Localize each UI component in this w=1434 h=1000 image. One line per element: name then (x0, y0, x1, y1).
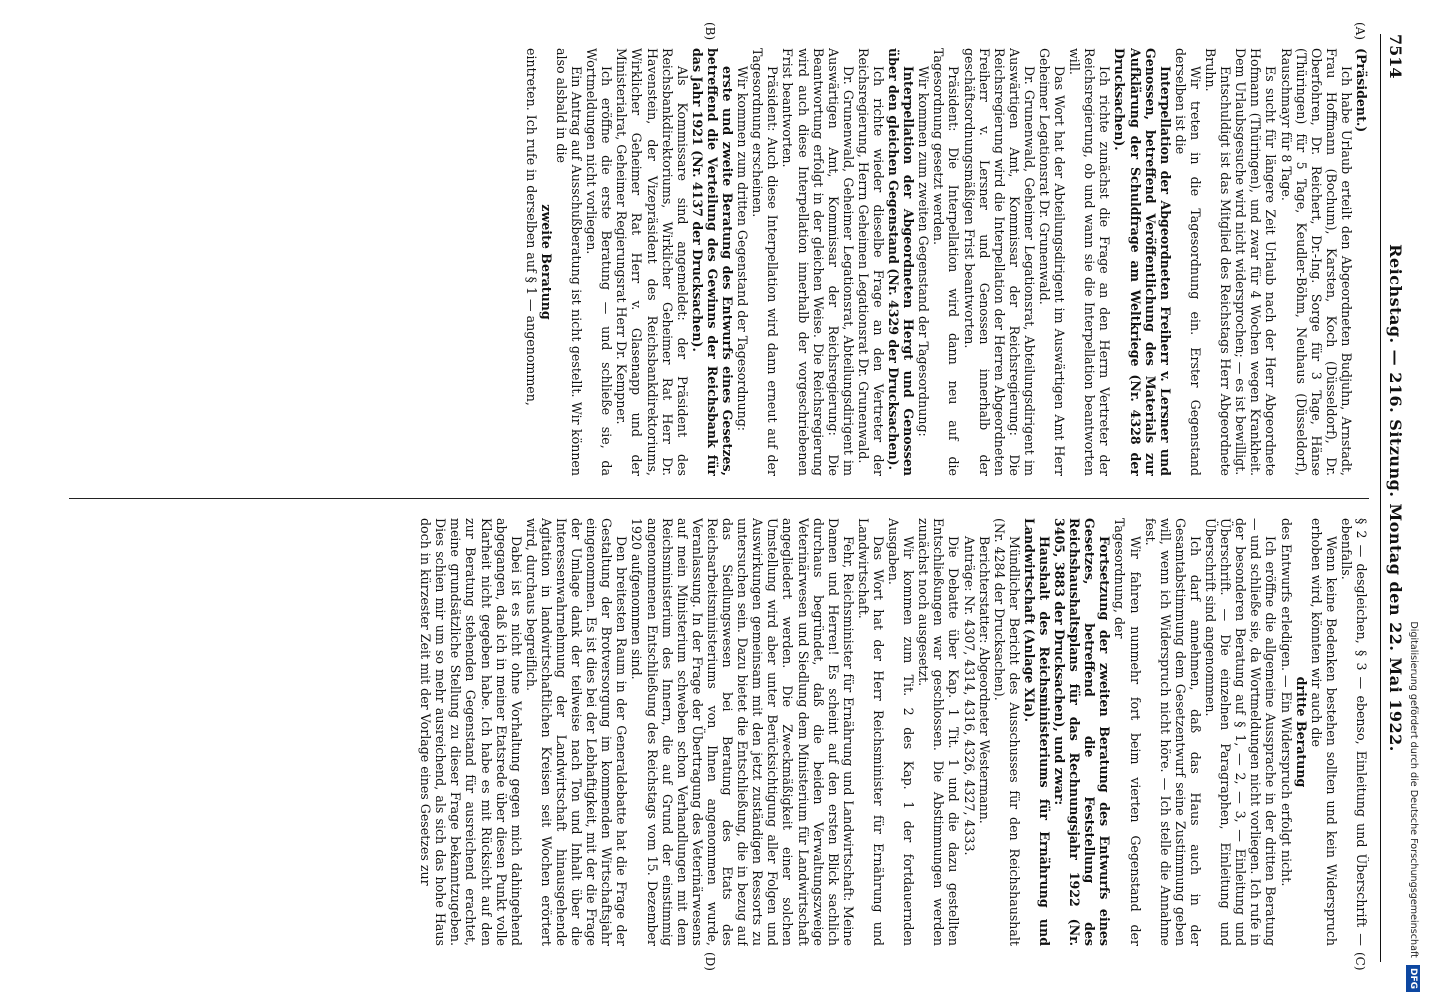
paragraph: Wenn keine Bedenken bestehen sollten und kein Widerspruch erhoben wird, könnten wir auch die (1308, 518, 1339, 946)
page-number: 7514 (1386, 34, 1405, 79)
paragraph: Ich richte wieder dieselbe Frage an den Vertreter der Reichsregierung, Herrn Geheimen Legationsrat Dr. Grunenwald. (855, 48, 886, 476)
paragraph: des Entwurfs erledigen. — Ein Widerspruch erfolgt nicht. (1278, 518, 1294, 887)
left-column (69, 48, 1369, 476)
paragraph: Wir treten in die Tagesordnung ein. Erster Gegenstand derselben ist die (1172, 48, 1203, 476)
margin-marker-a: (A) (1353, 22, 1367, 41)
paragraph: Wir kommen zum Tit. 2 des Kap. 1 der fortdauernden Ausgaben. (886, 518, 917, 946)
credit-text: Digitalisierung gefördert durch die Deutsche Forschungsgemeinschaft (1408, 621, 1419, 958)
paragraph: Entschuldigt ist das Mitglied des Reichstags Herr Abgeordnete Bruhn. (1203, 48, 1234, 476)
margin-marker-b: (B) (703, 22, 717, 41)
agenda-heading: Interpellation der Abgeordneten Hergt und Genossen über den gleichen Gegenstand (Nr. 4329 der Drucksachen). (886, 48, 917, 476)
paragraph: Das Wort hat der Herr Reichsminister für Ernährung und Landwirtschaft. (855, 518, 886, 946)
agenda-heading: erste und zweite Beratung des Entwurfs eines Gesetzes, betreffend die Verteilung des Gewinns der Reichsbank für das Jahr 1921 (Nr. 4137 der Drucksachen). (689, 48, 736, 476)
paragraph: Ich eröffne die allgemeine Aussprache in der dritten Beratung — und schließe sie, da Wortmeldungen nicht vorliegen. Ich rufe in der besonderen Beratung auf § 1, — 2, — 3, — Einleitung und Überschrift. — Die einzelnen Paragraphen, Einleitung und Überschrift sind angenommen. (1203, 518, 1279, 946)
paragraph: Ich eröffne die erste Beratung — und schließe sie, da Wortmeldungen nicht vorliegen. (584, 48, 615, 476)
paragraph: Präsident: Die Interpellation wird dann neu auf die Tagesordnung gesetzt werden. (931, 48, 962, 476)
paragraph: Dr. Grunenwald, Geheimer Legationsrat, Abteilungsdirigent im Auswärtigen Amt, Kommissar der Reichsregierung: Die Reichsregierung wird die Interpellation der Herren Abgeordneten Freiherr v. Lersner und Genossen innerhalb der geschäftsordnungsmäßigen Frist beantworten. (961, 48, 1037, 476)
paragraph: Dabei ist es nicht ohne Vorhaltung gegen mich dahingehend abgegangen, daß ich in meiner Etatsrede über diesen Punkt volle Klarheit nicht gegeben habe. Ich habe es mit Rücksicht auf den zur Beratung stehenden Gegenstand für ausreichend erachtet, meine grundsätzliche Stellung zu dieser Frage bekanntzugeben. Dies schien mir um so mehr ausreichend, als sich das hohe Haus doch in kürzester Zeit mit der Vorlage eines Gesetzes zur (418, 518, 524, 946)
paragraph: Als Kommissare sind angemeldet: der Präsident des Reichsbankdirektoriums, Wirklicher Geheimer Rat Herr Dr. Havenstein, der Vizepräsident des Reichsbankdirektoriums, Wirklicher Geheimer Rat Herr v. Glasenapp und der Ministerialrat, Geheimer Regierungsrat Herr Dr. Kempner. (614, 48, 690, 476)
paragraph: Präsident: Auch diese Interpellation wird dann erneut auf der Tagesordnung erscheinen. (750, 48, 781, 476)
paragraph: Den breitesten Raum in der Generaldebatte hat die Frage der Gestaltung der Brotversorgung im kommenden Wirtschaftsjahr eingenommen. Es ist dies bei der Lebhaftigkeit, mit der die Frage der Umlage dank der teilweise nach Ton und Inhalt über die Interessenwahrnehmung der Landwirtschaft hinausgehende Agitation in landwirtschaftlichen Kreisen seit Wochen erörtert wird, durchaus begreiflich. (523, 518, 630, 946)
agenda-heading: Interpellation der Abgeordneten Freiherr v. Lersner und Genossen, betreffend Veröffentlichung des Materials zur Aufklärung der Schuldfrage am Weltkriege (Nr. 4328 der Drucksachen). (1112, 48, 1173, 476)
section-heading: dritte Beratung (1293, 676, 1309, 788)
paragraph: Fehr, Reichsminister für Ernährung und Landwirtschaft: Meine Damen und Herren! Es scheint auf den ersten Blick sachlich durchaus begründet, daß die beiden Verwaltungszweige Veterinärwesen und Siedlung dem Ministerium für Landwirtschaft angegliedert werden. Die Zweckmäßigkeit einer solchen Umstellung wird aber unter Berücksichtigung aller Folgen und Auswirkungen gemeinsam mit den jetzt zuständigen Ressorts zu untersuchen sein. Dazu bietet die Entschließung, die in bezug auf das Siedlungswesen bei Beratung des Etats des Reichsarbeitsministeriums von Ihnen angenommen wurde, Veranlassung. In der Frage der Übertragung des Veterinärwesens auf mein Ministerium schweben schon Verhandlungen mit dem Reichsministerium des Innern, die auf Grund der einstimmig angenommenen Entschließung des Reichstags vom 15. Dezember 1920 aufgenommen sind. (629, 518, 856, 946)
column-rule (69, 498, 1369, 499)
paragraph: Ein Antrag auf Ausschußberatung ist nicht gestellt. Wir können also alsbald in die (554, 48, 585, 476)
paragraph: Das Wort hat der Abteilungsdirigent im Auswärtigen Amt Herr Geheimer Legationsrat Dr. Grunenwald. (1037, 48, 1068, 476)
paragraph: Es sucht für längere Zeit Urlaub nach der Herr Abgeordnete Hofmann (Thüringen), und zwar für 4 Wochen wegen Krankheit. Dem Urlaubsgesuche wird nicht widersprochen; — es ist bewilligt. (1233, 48, 1279, 476)
paragraph: § 2 — desgleichen, § 3 — ebenso, Einleitung und Überschrift — ebenfalls. (1338, 518, 1369, 946)
running-title: Reichstag. — 216. Sitzung. Montag den 22. Mai 1922. (1386, 244, 1405, 752)
paragraph: Berichterstatter: Abgeordneter Westermann. (976, 536, 992, 824)
running-header (1380, 34, 1409, 962)
agenda-heading: Haushalt des Reichsministeriums für Ernährung und Landwirtschaft (Anlage XIa). (1021, 518, 1053, 946)
paragraph: Ich habe Urlaub erteilt den Abgeordneten Budjuhn, Arnstadt, Frau Hoffmann (Bochum), Karsten, Koch (Düsseldorf), Dr. Oberfohren, Dr. Reichert, Dr.-Ing. Sorge für 3 Tage, Hänse (Thüringen) für 5 Tage, Keudler-Böhm, Neuhaus (Düsseldorf), Rauschmayr für 8 Tage. (1278, 48, 1354, 476)
speaker-tag: (Präsident.) (1354, 48, 1369, 133)
section-heading: zweite Beratung (538, 204, 554, 320)
margin-marker-d: (D) (703, 952, 717, 971)
margin-marker-c: (C) (1353, 952, 1367, 971)
paragraph: Anträge: Nr. 4307, 4314, 4316, 4326, 4327, 4333. (961, 536, 977, 856)
document-page (17, 20, 1417, 980)
paragraph: Ich darf annehmen, daß das Haus auch in der Gesamtabstimmung dem Gesetzentwurf seine Zustimmung geben will, wenn ich Widerspruch nicht höre. — Ich stelle die Annahme fest. (1142, 518, 1203, 946)
paragraph: eintreten. Ich rufe in derselben auf § 1 — angenommen, (523, 48, 539, 406)
paragraph: Wir kommen zum dritten Gegenstand der Tagesordnung: (735, 66, 751, 432)
agenda-heading: Fortsetzung der zweiten Beratung des Entwurfs eines Gesetzes, betreffend die Feststellung des Reichshaushaltsplans für das Rechnungsjahr 1922 (Nr. 3405, 3883 der Drucksachen), und zwar: (1052, 518, 1113, 946)
digitization-credit (1406, 8, 1420, 992)
paragraph: Dr. Grunenwald, Geheimer Legationsrat, Abteilungsdirigent im Auswärtigen Amt, Kommissar der Reichsregierung: Die Beantwortung erfolgt in der gleichen Weise. Die Reichsregierung wird auch diese Interpellation innerhalb der vorgeschriebenen Frist beantworten. (780, 48, 856, 476)
paragraph: Wir kommen zum zweiten Gegenstand der Tagesordnung: (916, 66, 932, 437)
paragraph: Wir fahren nunmehr fort beim vierten Gegenstand der Tagesordnung, der (1112, 518, 1143, 946)
paragraph: Ich richte zunächst die Frage an den Herrn Vertreter der Reichsregierung, ob und wann sie die Interpellation beantworten will. (1067, 48, 1113, 476)
paragraph: Die Debatte über Kap. 1 Tit. 1 und die dazu gestellten Entschließungen war geschlossen. Die Abstimmungen werden zunächst noch ausgesetzt. (916, 518, 962, 946)
paragraph: Mündlicher Bericht des Ausschusses für den Reichshaushalt (Nr. 4284 der Drucksachen). (991, 518, 1022, 946)
dfg-logo: DFG (1406, 965, 1420, 992)
right-column (69, 518, 1369, 946)
